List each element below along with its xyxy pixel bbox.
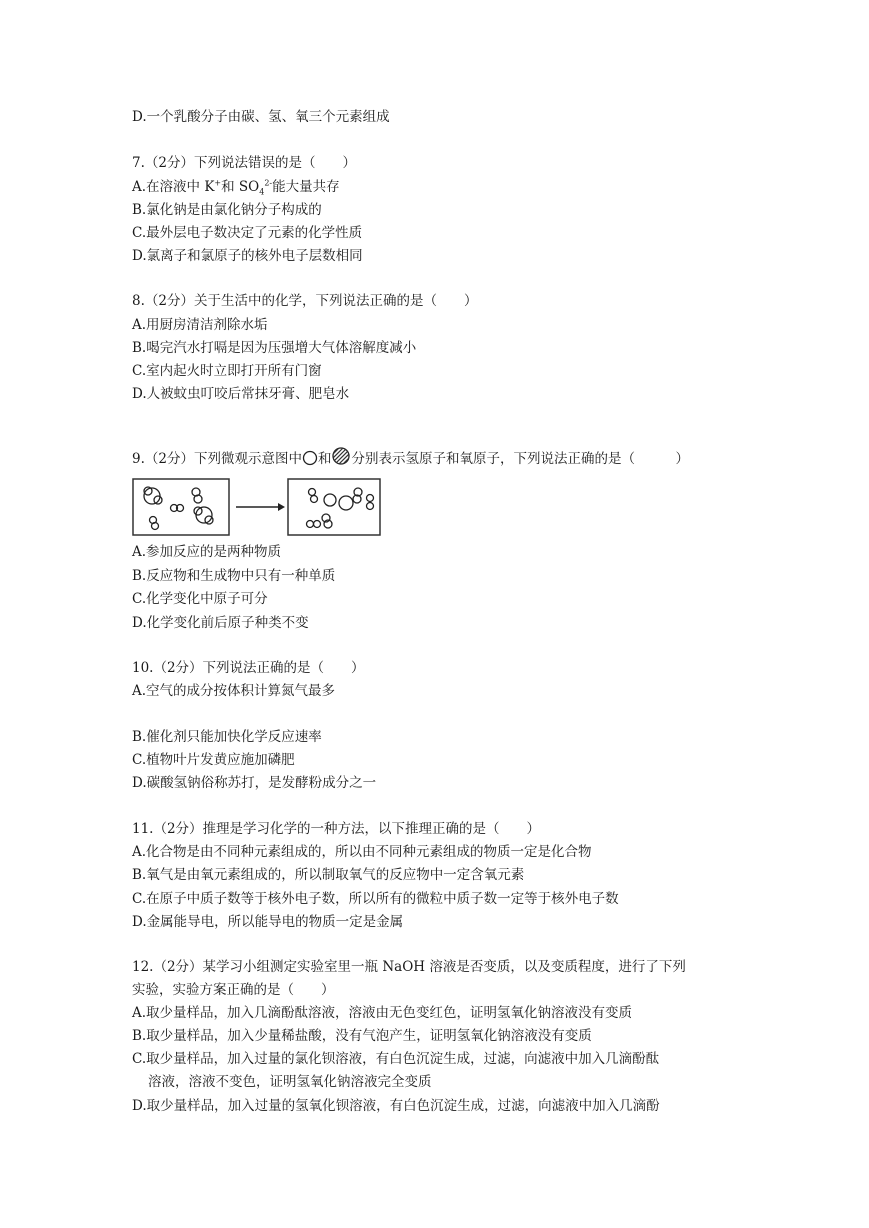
q11-stem: 11.（2分）推理是学习化学的一种方法，以下推理正确的是（ ）: [132, 821, 541, 837]
q7-stem: 7.（2分）下列说法错误的是（ ）: [132, 155, 356, 171]
q10-option-a: A.空气的成分按体积计算氮气最多: [132, 683, 336, 699]
q11-option-d: D.金属能导电，所以能导电的物质一定是金属: [132, 914, 404, 930]
q7-option-c: C.最外层电子数决定了元素的化学性质: [132, 225, 363, 241]
q12-option-c-line1: C.取少量样品，加入过量的氯化钡溶液，有白色沉淀生成，过滤，向滤液中加入几滴酚酞: [132, 1051, 660, 1067]
q9-stem-part1: 9.（2分）下列微观示意图中: [132, 451, 302, 467]
q12-stem-line2: 实验，实验方案正确的是（ ）: [132, 982, 335, 998]
q9-option-b: B.反应物和生成物中只有一种单质: [132, 568, 336, 584]
q12-stem-line1: 12.（2分）某学习小组测定实验室里一瓶 NaOH 溶液是否变质，以及变质程度，进行了下列: [132, 959, 686, 975]
oxygen-atom-icon: [331, 446, 351, 471]
q9-stem-part2: 和: [317, 451, 332, 467]
q9-option-a: A.参加反应的是两种物质: [132, 544, 282, 560]
q9-stem: [132, 446, 689, 471]
q6-option-d: D.一个乳酸分子由碳、氢、氧三个元素组成: [132, 109, 390, 125]
q10-stem: 10.（2分）下列说法正确的是（ ）: [132, 660, 365, 676]
q12-option-d-line1: D.取少量样品，加入过量的氢氧化钡溶液，有白色沉淀生成，过滤，向滤液中加入几滴酚: [132, 1098, 660, 1114]
q10-option-d: D.碳酸氢钠俗称苏打，是发酵粉成分之一: [132, 775, 377, 791]
k-charge: +: [214, 178, 222, 188]
reaction-diagram: [132, 478, 382, 538]
q7-option-d: D.氯离子和氯原子的核外电子层数相同: [132, 248, 363, 264]
hydrogen-atom-icon: [302, 450, 318, 471]
q7-option-a: [132, 178, 340, 196]
q12-option-b: B.取少量样品，加入少量稀盐酸，没有气泡产生，证明氢氧化钠溶液没有变质: [132, 1028, 592, 1044]
q7-option-a-suffix: 能大量共存: [272, 179, 340, 195]
q11-option-b: B.氧气是由氧元素组成的，所以制取氧气的反应物中一定含氧元素: [132, 867, 525, 883]
so-charge: 2-: [264, 178, 273, 188]
q8-option-c: C.室内起火时立即打开所有门窗: [132, 363, 322, 379]
q11-option-a: A.化合物是由不同种元素组成的，所以由不同种元素组成的物质一定是化合物: [132, 844, 592, 860]
q8-option-d: D.人被蚊虫叮咬后常抹牙膏、肥皂水: [132, 386, 350, 402]
q9-option-c: C.化学变化中原子可分: [132, 591, 268, 607]
q8-stem: 8.（2分）关于生活中的化学，下列说法正确的是（ ）: [132, 293, 478, 309]
q7-option-a-prefix: A.在溶液中 K: [132, 179, 215, 195]
q10-option-b: B.催化剂只能加快化学反应速率: [132, 729, 322, 745]
q7-option-a-mid: 和 SO: [221, 179, 260, 195]
q9-stem-part3: 分别表示氢原子和氧原子，下列说法正确的是（ ）: [351, 451, 689, 467]
q11-option-c: C.在原子中质子数等于核外电子数，所以所有的微粒中质子数一定等于核外电子数: [132, 891, 619, 907]
q8-option-b: B.喝完汽水打嗝是因为压强增大气体溶解度减小: [132, 340, 417, 356]
q7-option-b: B.氯化钠是由氯化钠分子构成的: [132, 202, 322, 218]
so-subscript: 4: [259, 187, 265, 197]
q8-option-a: A.用厨房清洁剂除水垢: [132, 317, 268, 333]
q9-option-d: D.化学变化前后原子种类不变: [132, 615, 309, 631]
q10-option-c: C.植物叶片发黄应施加磷肥: [132, 752, 295, 768]
q12-option-c-line2: 溶液，溶液不变色，证明氢氧化钠溶液完全变质: [148, 1074, 432, 1090]
q12-option-a: A.取少量样品，加入几滴酚酞溶液，溶液由无色变红色，证明氢氧化钠溶液没有变质: [132, 1005, 633, 1021]
